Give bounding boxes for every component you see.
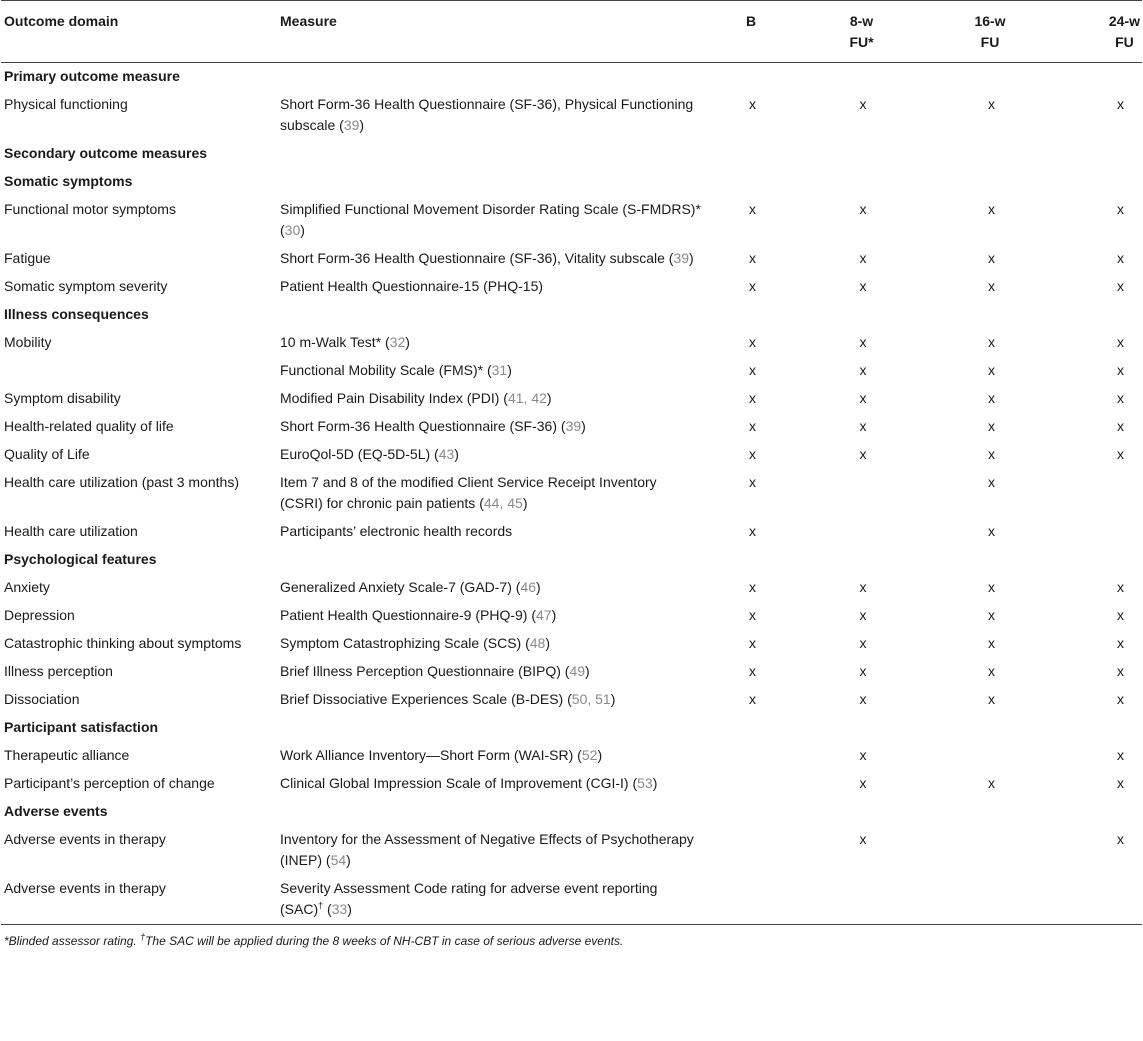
table-body <box>1 63 1142 925</box>
footnote-dagger: † <box>140 932 146 942</box>
section-row <box>1 798 1142 826</box>
outcome-domain-cell: Adverse events in therapy <box>4 880 166 896</box>
measure-cell: Generalized Anxiety Scale-7 (GAD-7) (46) <box>280 579 541 595</box>
fu-24w-mark: x <box>1117 250 1124 266</box>
table-row <box>1 826 1142 875</box>
outcome-domain-cell: Anxiety <box>4 579 50 595</box>
fu-24w-mark: x <box>1117 691 1124 707</box>
table-row <box>1 273 1142 301</box>
table-row <box>1 658 1142 686</box>
measure-text: Inventory for the Assessment of Negative Effects of Psychotherapy (INEP) <box>280 831 694 868</box>
fu-24w-mark: x <box>1117 278 1124 294</box>
baseline-mark: x <box>749 362 756 378</box>
fu-8w-mark: x <box>859 201 867 217</box>
outcome-domain-cell: Health care utilization <box>4 523 138 539</box>
table-row <box>1 357 1142 385</box>
fu-8w-mark: x <box>859 96 867 112</box>
fu-16w-mark: x <box>988 418 995 434</box>
baseline-mark: x <box>749 607 756 623</box>
measure-cell: Work Alliance Inventory—Short Form (WAI-SR) (52) <box>280 747 603 763</box>
fu-16w-mark: x <box>988 96 995 112</box>
reference-link: 53 <box>637 775 653 791</box>
section-label: Primary outcome measure <box>4 68 180 84</box>
fu-8w-mark: x <box>859 418 867 434</box>
reference-link: 46 <box>520 579 537 595</box>
measure-cell: Patient Health Questionnaire-9 (PHQ-9) (47) <box>280 607 557 623</box>
fu-16w-mark: x <box>988 250 995 266</box>
fu-8w-mark <box>801 469 922 518</box>
fu-16w-mark: x <box>988 523 995 539</box>
fu-16w-mark: x <box>988 474 995 490</box>
measure-cell: Brief Illness Perception Questionnaire (BIPQ) (49) <box>280 663 590 679</box>
header-measure: Measure <box>277 1 701 63</box>
fu-8w-mark: x <box>859 334 867 350</box>
fu-24w-mark: x <box>1117 831 1124 847</box>
outcome-domain-cell: Participant’s perception of change <box>4 775 215 791</box>
footnote-part2: The SAC will be applied during the 8 weeks of NH-CBT in case of serious adverse events. <box>145 934 624 948</box>
measure-cell: Inventory for the Assessment of Negative Effects of Psychotherapy (INEP) (54) <box>280 831 694 868</box>
fu-8w-mark: x <box>859 663 867 679</box>
table-row <box>1 875 1142 925</box>
measure-text: Symptom Catastrophizing Scale (SCS) <box>280 635 522 651</box>
fu-8w-mark: x <box>859 446 867 462</box>
table-row <box>1 469 1142 518</box>
fu-16w-mark <box>922 826 1058 875</box>
section-label: Psychological features <box>4 551 157 567</box>
baseline-mark <box>701 742 801 770</box>
fu-24w-mark <box>1058 875 1142 925</box>
table-row <box>1 686 1142 714</box>
fu-8w-mark: x <box>859 278 867 294</box>
baseline-mark: x <box>749 278 756 294</box>
fu-24w-mark: x <box>1117 635 1124 651</box>
fu-24w-mark: x <box>1117 418 1124 434</box>
fu-8w-mark: x <box>859 579 867 595</box>
fu-24w-mark: x <box>1117 390 1124 406</box>
section-label: Participant satisfaction <box>4 719 159 735</box>
measure-text: Generalized Anxiety Scale-7 (GAD-7) <box>280 579 512 595</box>
table-row <box>1 91 1142 140</box>
measure-text: 10 m-Walk Test* <box>280 334 382 350</box>
baseline-mark: x <box>749 418 756 434</box>
fu-8w-mark: x <box>859 362 867 378</box>
header-baseline <box>701 1 801 63</box>
measure-text: Patient Health Questionnaire-9 (PHQ-9) <box>280 607 528 623</box>
table-row <box>1 630 1142 658</box>
fu-8w-mark: x <box>859 775 867 791</box>
measure-cell: Modified Pain Disability Index (PDI) (41, 42) <box>280 390 552 406</box>
table-row <box>1 770 1142 798</box>
measure-cell: Functional Mobility Scale (FMS)* (31) <box>280 362 512 378</box>
reference-link: 54 <box>330 852 347 868</box>
baseline-mark: x <box>749 691 756 707</box>
table-row <box>1 518 1142 546</box>
table-row <box>1 329 1142 357</box>
header-24w-fu-label <box>1109 11 1140 53</box>
baseline-mark <box>701 826 801 875</box>
measure-cell: 10 m-Walk Test* (32) <box>280 334 410 350</box>
measure-cell: Short Form-36 Health Questionnaire (SF-36), Physical Functioning subscale (39) <box>280 96 694 133</box>
fu-8w-mark: x <box>859 747 867 763</box>
measure-text: Short Form-36 Health Questionnaire (SF-36), Vitality subscale <box>280 250 665 266</box>
fu-16w-mark: x <box>988 635 995 651</box>
measure-text: Work Alliance Inventory—Short Form (WAI-SR) <box>280 747 574 763</box>
fu-24w-mark: x <box>1117 775 1124 791</box>
fu-16w-mark <box>922 875 1058 925</box>
header-16w-fu-label <box>974 11 1005 53</box>
measure-cell: Brief Dissociative Experiences Scale (B-DES) (50, 51) <box>280 691 616 707</box>
outcome-domain-cell: Physical functioning <box>4 96 128 112</box>
table-row <box>1 441 1142 469</box>
header-24w-line1: 24-w <box>1108 13 1140 29</box>
table-row <box>1 245 1142 273</box>
fu-16w-mark: x <box>988 362 995 378</box>
reference-link: 43 <box>438 446 455 462</box>
fu-8w-mark: x <box>859 250 867 266</box>
fu-8w-mark: x <box>859 635 867 651</box>
outcome-measures-table <box>1 0 1142 925</box>
table-row <box>1 413 1142 441</box>
fu-24w-mark: x <box>1117 747 1124 763</box>
measure-text: Brief Dissociative Experiences Scale (B-DES) <box>280 691 564 707</box>
header-8w-fu <box>801 1 922 63</box>
measure-cell <box>277 518 701 546</box>
measure-text: Short Form-36 Health Questionnaire (SF-36) <box>280 418 557 434</box>
fu-16w-mark: x <box>988 201 995 217</box>
baseline-mark: x <box>749 390 756 406</box>
outcome-domain-cell: Mobility <box>4 334 52 350</box>
fu-24w-mark: x <box>1117 663 1124 679</box>
header-8w-line2: FU* <box>849 34 874 50</box>
outcome-domain-cell: Adverse events in therapy <box>4 831 166 847</box>
section-row <box>1 168 1142 196</box>
header-24w-fu <box>1058 1 1142 63</box>
section-label: Somatic symptoms <box>4 173 133 189</box>
measure-text: Participants’ electronic health records <box>280 523 513 539</box>
reference-link: 39 <box>673 250 690 266</box>
baseline-mark: x <box>749 663 756 679</box>
measure-text: EuroQol-5D (EQ-5D-5L) <box>280 446 431 462</box>
reference-link: 33 <box>331 901 348 917</box>
fu-16w-mark: x <box>988 278 995 294</box>
measure-cell: Item 7 and 8 of the modified Client Service Receipt Inventory (CSRI) for chronic pain patients (44, 45) <box>280 474 657 511</box>
header-16w-fu <box>922 1 1058 63</box>
outcome-domain-cell: Depression <box>4 607 75 623</box>
measure-text: Simplified Functional Movement Disorder Rating Scale (S-FMDRS)* <box>280 201 701 217</box>
reference-link: 39 <box>565 418 582 434</box>
fu-16w-mark: x <box>988 334 995 350</box>
fu-8w-mark: x <box>859 390 867 406</box>
fu-16w-mark: x <box>988 579 995 595</box>
measure-text: Brief Illness Perception Questionnaire (BIPQ) <box>280 663 561 679</box>
fu-8w-mark <box>801 518 922 546</box>
outcome-domain-cell: Health-related quality of life <box>4 418 174 434</box>
reference-link: 49 <box>569 663 586 679</box>
header-8w-line1: 8-w <box>849 13 874 29</box>
fu-24w-mark: x <box>1117 96 1124 112</box>
measure-text: Item 7 and 8 of the modified Client Service Receipt Inventory (CSRI) for chronic pain patients <box>280 474 657 511</box>
measure-cell: EuroQol-5D (EQ-5D-5L) (43) <box>280 446 459 462</box>
fu-24w-mark <box>1058 469 1142 518</box>
measure-text: Patient Health Questionnaire-15 (PHQ-15) <box>280 278 544 294</box>
fu-16w-mark: x <box>988 691 995 707</box>
baseline-mark: x <box>749 523 756 539</box>
baseline-mark: x <box>749 201 756 217</box>
reference-link: 47 <box>536 607 552 623</box>
fu-24w-mark: x <box>1117 362 1124 378</box>
fu-24w-mark <box>1058 518 1142 546</box>
outcome-domain-cell: Illness perception <box>4 663 113 679</box>
measure-cell: Clinical Global Impression Scale of Improvement (CGI-I) (53) <box>280 775 658 791</box>
table-container <box>1 0 1142 948</box>
table-footnote <box>1 925 1142 948</box>
section-row <box>1 546 1142 574</box>
section-row <box>1 140 1142 168</box>
reference-link: 52 <box>581 747 598 763</box>
baseline-mark: x <box>749 635 756 651</box>
reference-link: 30 <box>284 222 301 238</box>
outcome-domain-cell: Dissociation <box>4 691 80 707</box>
header-row <box>1 1 1142 63</box>
measure-cell: Short Form-36 Health Questionnaire (SF-36), Vitality subscale (39) <box>280 250 694 266</box>
measure-text: Short Form-36 Health Questionnaire (SF-36), Physical Functioning subscale <box>280 96 694 133</box>
measure-text: Modified Pain Disability Index (PDI) <box>280 390 500 406</box>
fu-8w-mark: x <box>859 691 867 707</box>
baseline-mark <box>701 770 801 798</box>
fu-16w-mark: x <box>988 663 995 679</box>
outcome-domain-cell: Therapeutic alliance <box>4 747 130 763</box>
baseline-mark: x <box>749 250 756 266</box>
reference-link: 50, 51 <box>571 691 611 707</box>
fu-24w-mark: x <box>1117 607 1124 623</box>
reference-link: 44, 45 <box>483 495 523 511</box>
section-row <box>1 301 1142 329</box>
outcome-domain-cell: Health care utilization (past 3 months) <box>4 474 239 490</box>
outcome-domain-cell: Quality of Life <box>4 446 90 462</box>
reference-link: 39 <box>343 117 360 133</box>
measure-text: Clinical Global Impression Scale of Improvement (CGI-I) <box>280 775 629 791</box>
section-label: Adverse events <box>4 803 108 819</box>
header-16w-line2: FU <box>980 34 1000 50</box>
reference-link: 32 <box>389 334 406 350</box>
table-row <box>1 742 1142 770</box>
measure-superscript: † <box>318 900 324 911</box>
footnote-part1: *Blinded assessor rating. <box>4 934 141 948</box>
fu-8w-mark: x <box>859 607 867 623</box>
baseline-mark: x <box>749 334 756 350</box>
fu-16w-mark: x <box>988 775 995 791</box>
fu-8w-mark <box>801 875 922 925</box>
fu-16w-mark: x <box>988 390 995 406</box>
baseline-mark: x <box>749 474 756 490</box>
outcome-domain-cell <box>1 357 277 385</box>
measure-cell: Symptom Catastrophizing Scale (SCS) (48) <box>280 635 551 651</box>
fu-24w-mark: x <box>1117 201 1124 217</box>
measure-cell: Severity Assessment Code rating for adverse event reporting (SAC)† (33) <box>280 880 658 917</box>
fu-24w-mark: x <box>1117 334 1124 350</box>
measure-cell: Simplified Functional Movement Disorder Rating Scale (S-FMDRS)* (30) <box>280 201 701 238</box>
baseline-mark <box>701 875 801 925</box>
outcome-domain-cell: Functional motor symptoms <box>4 201 176 217</box>
measure-cell: Short Form-36 Health Questionnaire (SF-36) (39) <box>280 418 586 434</box>
fu-16w-mark: x <box>988 446 995 462</box>
section-row <box>1 714 1142 742</box>
header-baseline-label: B <box>745 13 757 29</box>
header-outcome-domain: Outcome domain <box>1 1 277 63</box>
baseline-mark: x <box>749 446 756 462</box>
table-row <box>1 385 1142 413</box>
outcome-domain-cell: Symptom disability <box>4 390 121 406</box>
section-label: Illness consequences <box>4 306 149 322</box>
fu-16w-mark <box>922 742 1058 770</box>
baseline-mark: x <box>749 579 756 595</box>
fu-8w-mark: x <box>859 831 867 847</box>
section-row <box>1 63 1142 92</box>
fu-16w-mark: x <box>988 607 995 623</box>
measure-cell <box>277 273 701 301</box>
reference-link: 48 <box>529 635 546 651</box>
measure-text: Functional Mobility Scale (FMS)* <box>280 362 484 378</box>
table-row <box>1 602 1142 630</box>
baseline-mark: x <box>749 96 756 112</box>
measure-text: Severity Assessment Code rating for adverse event reporting (SAC) <box>280 880 658 917</box>
section-label: Secondary outcome measures <box>4 145 208 161</box>
header-8w-fu-label <box>849 11 873 53</box>
reference-link: 41, 42 <box>507 390 547 406</box>
outcome-domain-cell: Fatigue <box>4 250 51 266</box>
reference-link: 31 <box>491 362 508 378</box>
table-row <box>1 574 1142 602</box>
header-24w-line2: FU <box>1115 34 1134 50</box>
fu-24w-mark: x <box>1117 446 1124 462</box>
outcome-domain-cell: Somatic symptom severity <box>4 278 168 294</box>
header-16w-line1: 16-w <box>974 13 1006 29</box>
outcome-domain-cell: Catastrophic thinking about symptoms <box>4 635 242 651</box>
table-row <box>1 196 1142 245</box>
fu-24w-mark: x <box>1117 579 1124 595</box>
